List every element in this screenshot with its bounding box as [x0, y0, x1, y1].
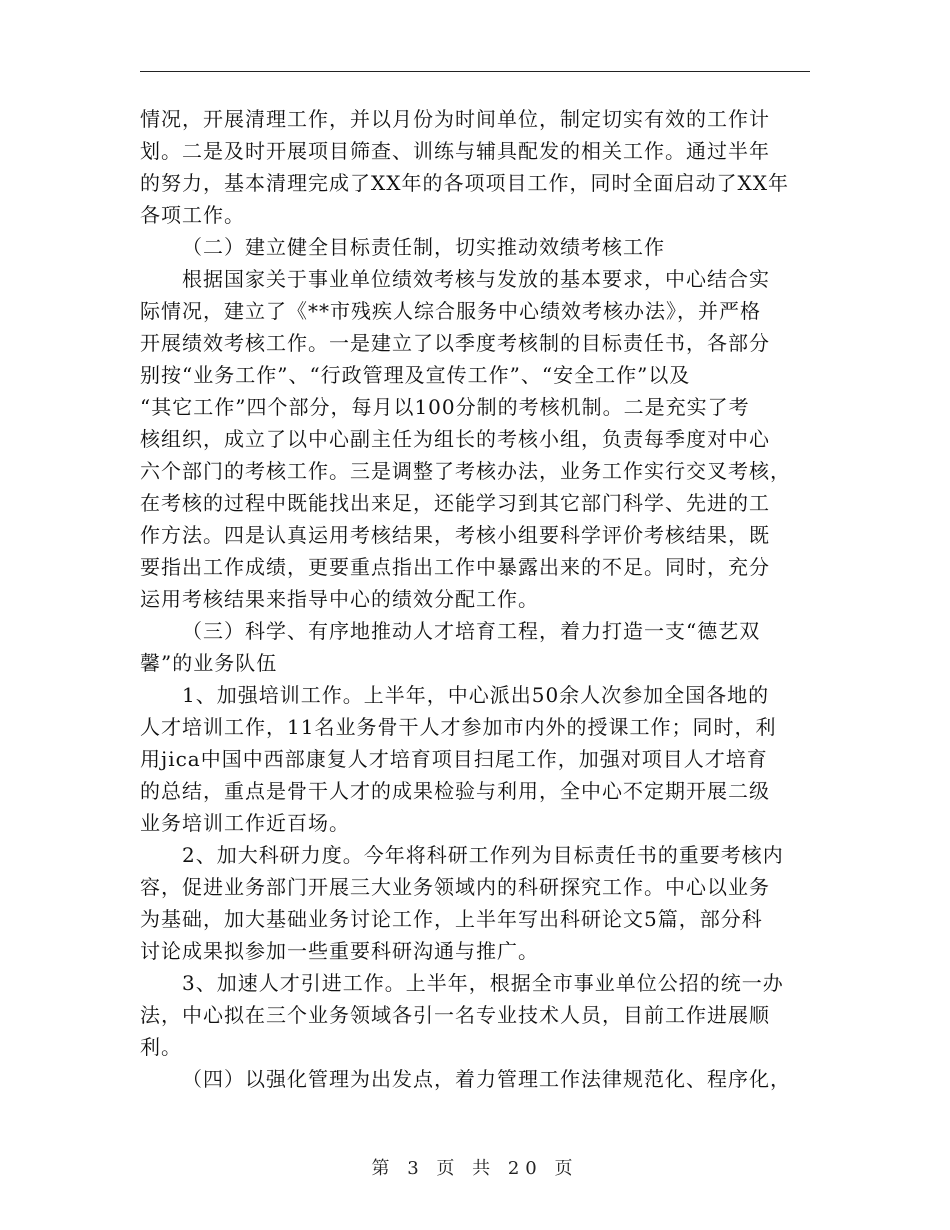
text-line: 作方法。四是认真运用考核结果，考核小组要科学评价考核结果，既 — [140, 523, 770, 547]
document-body — [140, 103, 810, 1095]
text-line: 核组织，成立了以中心副主任为组长的考核小组，负责每季度对中心 — [140, 427, 770, 451]
text-line: 要指出工作成绩，更要重点指出工作中暴露出来的不足。同时，充分 — [140, 555, 770, 579]
text-line: 为基础，加大基础业务讨论工作，上半年写出科研论文5篇，部分科 — [140, 907, 763, 931]
section-heading — [140, 1063, 810, 1095]
text-line: 开展绩效考核工作。一是建立了以季度考核制的目标责任书，各部分 — [140, 331, 770, 355]
text-line: 的努力，基本清理完成了XX年的各项项目工作，同时全面启动了XX年 — [140, 171, 789, 195]
section-heading — [140, 231, 810, 263]
text-line: 2、加大科研力度。今年将科研工作列为目标责任书的重要考核内 — [182, 843, 784, 867]
text-line: 划。二是及时开展项目筛查、训练与辅具配发的相关工作。通过半年 — [140, 139, 770, 163]
text-line: 各项工作。 — [140, 203, 245, 227]
text-line: （二）建立健全目标责任制，切实推动效绩考核工作 — [182, 235, 665, 259]
text-line: “其它工作”四个部分，每月以100分制的考核机制。二是充实了考 — [140, 395, 750, 419]
text-line: 运用考核结果来指导中心的绩效分配工作。 — [140, 587, 539, 611]
body-paragraph — [140, 263, 810, 615]
body-paragraph — [140, 967, 810, 1063]
header-rule — [140, 71, 810, 72]
text-line: 用jica中国中西部康复人才培育项目扫尾工作，加强对项目人才培育 — [140, 747, 768, 771]
body-paragraph — [140, 839, 810, 967]
text-line: 业务培训工作近百场。 — [140, 811, 350, 835]
text-line: 情况，开展清理工作，并以月份为时间单位，制定切实有效的工作计 — [140, 107, 770, 131]
page-footer: 第 3 页 共 20 页 — [371, 1158, 579, 1179]
text-line: 讨论成果拟参加一些重要科研沟通与推广。 — [140, 939, 539, 963]
text-line: 根据国家关于事业单位绩效考核与发放的基本要求，中心结合实 — [182, 267, 770, 291]
text-line: 馨”的业务队伍 — [140, 651, 278, 675]
text-line: （三）科学、有序地推动人才培育工程，着力打造一支“德艺双 — [182, 619, 761, 643]
text-line: 际情况，建立了《**市残疾人综合服务中心绩效考核办法》，并严格 — [140, 299, 761, 323]
text-line: 利。 — [140, 1035, 182, 1059]
body-paragraph — [140, 679, 810, 839]
text-line: 1、加强培训工作。上半年，中心派出50余人次参加全国各地的 — [182, 683, 770, 707]
body-paragraph — [140, 103, 810, 231]
section-heading — [140, 615, 810, 679]
text-line: 容，促进业务部门开展三大业务领域内的科研探究工作。中心以业务 — [140, 875, 770, 899]
text-line: 别按“业务工作”、“行政管理及宣传工作”、“安全工作”以及 — [140, 363, 691, 387]
text-line: 人才培训工作，11名业务骨干人才参加市内外的授课工作；同时，利 — [140, 715, 777, 739]
text-line: 在考核的过程中既能找出来足，还能学习到其它部门科学、先进的工 — [140, 491, 770, 515]
text-line: 法，中心拟在三个业务领域各引一名专业技术人员，目前工作进展顺 — [140, 1003, 770, 1027]
text-line: 六个部门的考核工作。三是调整了考核办法，业务工作实行交叉考核， — [140, 459, 791, 483]
text-line: 3、加速人才引进工作。上半年，根据全市事业单位公招的统一办 — [182, 971, 784, 995]
text-line: 的总结，重点是骨干人才的成果检验与利用，全中心不定期开展二级 — [140, 779, 770, 803]
text-line: （四）以强化管理为出发点，着力管理工作法律规范化、程序化， — [182, 1067, 791, 1091]
